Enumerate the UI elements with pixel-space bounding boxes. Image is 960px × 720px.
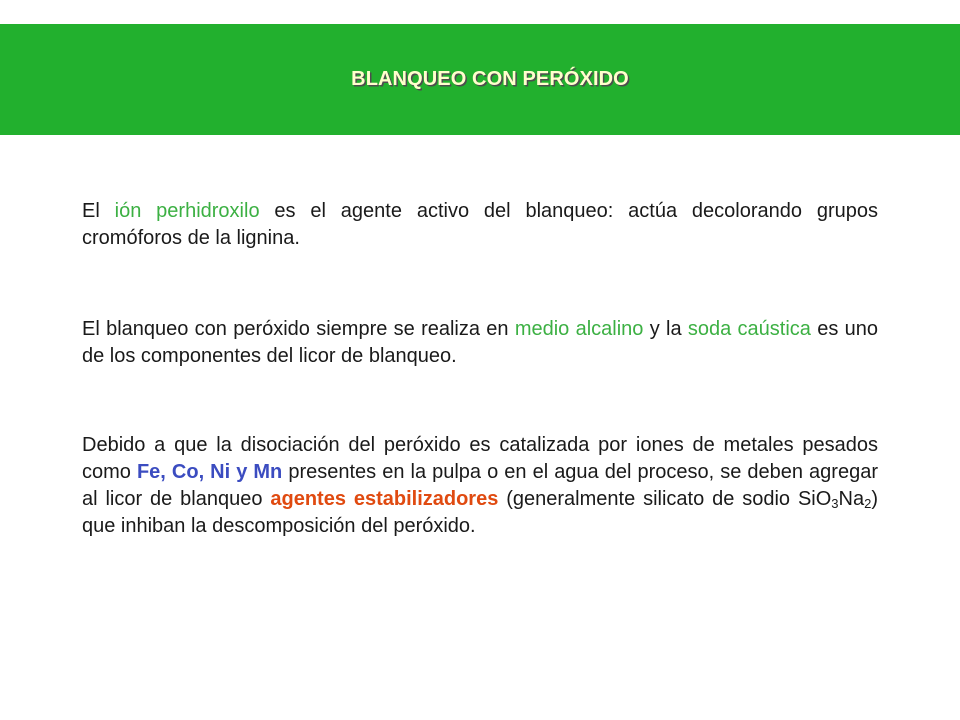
p2-text-2: y la xyxy=(643,318,688,340)
p2-highlight-medio: medio alcalino xyxy=(514,318,644,340)
p3-highlight-agentes: agentes estabilizadores xyxy=(270,488,499,510)
p1-text-1: El xyxy=(82,200,115,222)
p2-text-1: El blanqueo con peróxido siempre se realiza en xyxy=(82,318,515,340)
p3-highlight-metales: Fe, Co, Ni y Mn xyxy=(136,461,283,483)
p1-highlight-ion: ión perhidroxilo xyxy=(114,200,260,222)
p3-text-4: Na xyxy=(838,488,865,510)
p3-text-5: ) que inhiban la descomposición del peróxido. xyxy=(82,488,879,537)
p3-text-1: Debido a que la disociación del peróxido es catalizada por iones de metales pesados como xyxy=(82,434,878,483)
p3-subscript-3: 3 xyxy=(831,496,839,511)
p3-text-2: presentes en la pulpa o en el agua del proceso, se deben agregar al licor de blanqueo xyxy=(82,461,878,510)
paragraph-estabilizadores xyxy=(82,432,878,540)
p3-text-3: (generalmente silicato de sodio SiO xyxy=(498,488,832,510)
p3-subscript-2: 2 xyxy=(864,496,872,511)
slide-title: BLANQUEO CON PERÓXIDO xyxy=(351,68,629,90)
p2-highlight-soda: soda caústica xyxy=(687,318,811,340)
paragraph-medio-alcalino xyxy=(82,316,878,370)
paragraph-perhidroxilo xyxy=(82,198,878,252)
p1-text-2: es el agente activo del blanqueo: actúa decolorando grupos cromóforos de la lignina. xyxy=(82,200,879,249)
p2-text-3: es uno de los componentes del licor de blanqueo. xyxy=(82,318,879,367)
